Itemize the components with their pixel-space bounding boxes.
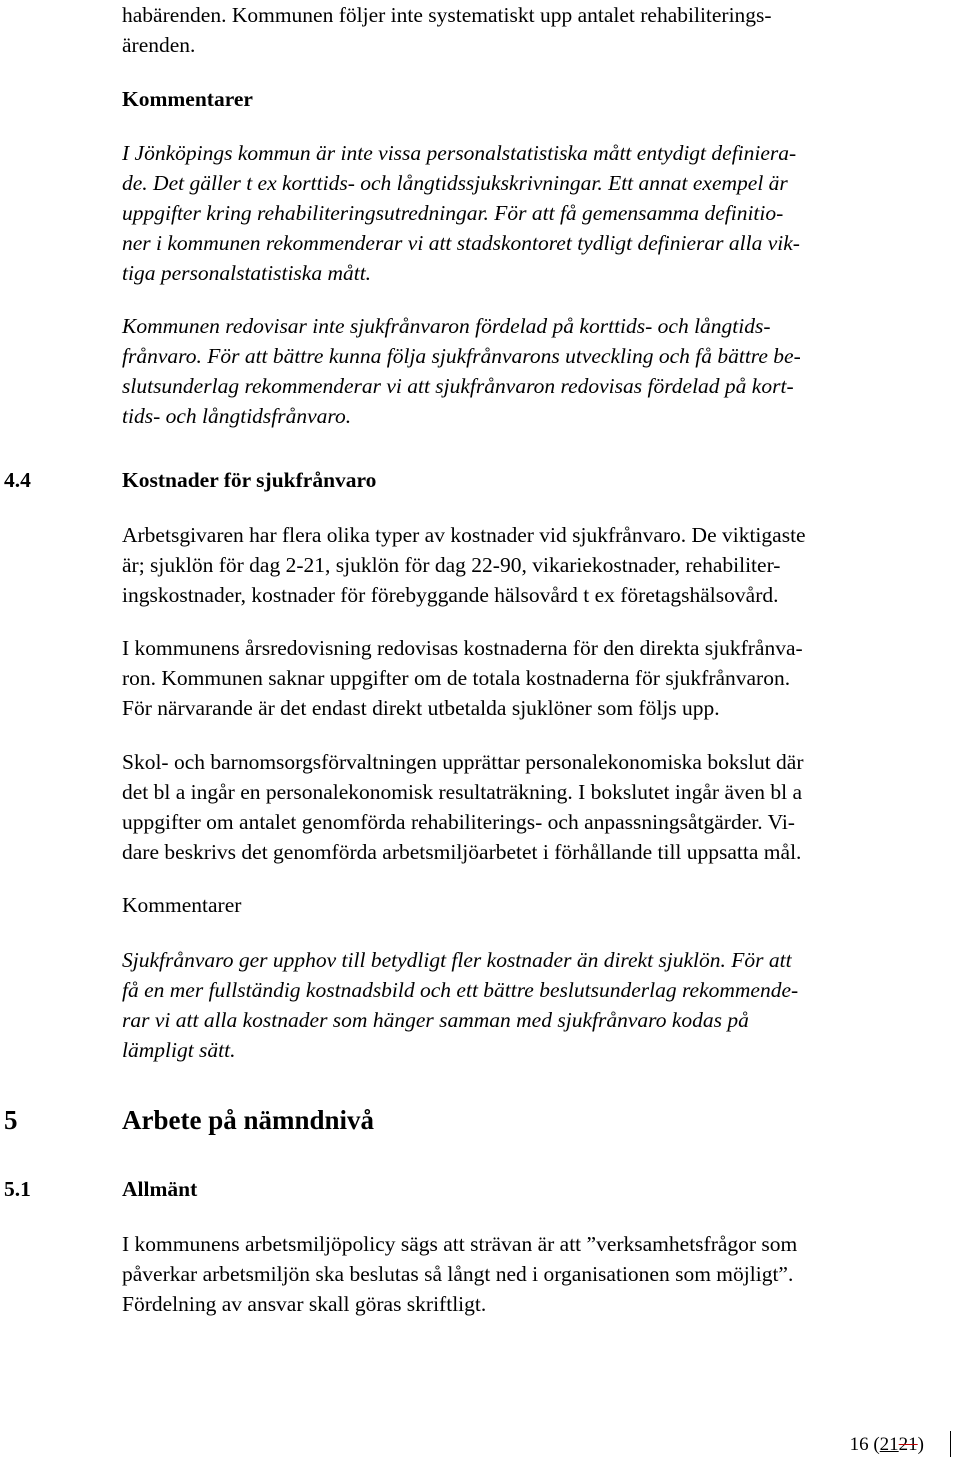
total-pages-deleted: 21	[898, 1434, 918, 1455]
section-heading: Kostnader för sjukfrånvaro	[122, 468, 377, 492]
section-number: 5.1	[4, 1177, 31, 1201]
text-line: lämpligt sätt.	[122, 1038, 236, 1062]
text-line: det bl a ingår en personalekonomisk resultaträkning. I bokslutet ingår även bl a	[122, 780, 803, 804]
text-line: Skol- och barnomsorgsförvaltningen upprättar personalekonomiska bokslut där	[122, 750, 804, 774]
text-line: påverkar arbetsmiljön ska beslutas så långt ned i organisationen som möjligt”.	[122, 1262, 794, 1286]
body-paragraph	[122, 1229, 937, 1319]
comment-paragraph	[122, 945, 937, 1065]
section-number: 4.4	[4, 468, 31, 492]
text-line: Sjukfrånvaro ger upphov till betydligt fler kostnader än direkt sjuklön. För att	[122, 948, 792, 972]
body-paragraph	[122, 633, 937, 723]
open-paren: (	[873, 1434, 880, 1455]
chapter-heading: Arbete på nämndnivå	[122, 1105, 375, 1135]
text-line: ingskostnader, kostnader för förebyggande hälsovård t ex företagshälsovård.	[122, 583, 779, 607]
text-line: ner i kommunen rekommenderar vi att stadskontoret tydligt definierar alla vik-	[122, 231, 800, 255]
text-line: För närvarande är det endast direkt utbetalda sjuklöner som följs upp.	[122, 696, 720, 720]
change-bar	[950, 1431, 951, 1457]
text-line: Kommunen redovisar inte sjukfrånvaron fördelad på korttids- och långtids-	[122, 314, 771, 338]
text-line: I Jönköpings kommun är inte vissa personalstatistiska mått entydigt definiera-	[122, 141, 797, 165]
text-line: få en mer fullständig kostnadsbild och ett bättre beslutsunderlag rekommende-	[122, 978, 799, 1002]
text-line: uppgifter om antalet genomförda rehabiliterings- och anpassningsåtgärder. Vi-	[122, 810, 795, 834]
comments-heading: Kommentarer	[122, 893, 242, 917]
section-heading: Allmänt	[122, 1177, 198, 1201]
comments-heading: Kommentarer	[122, 87, 253, 111]
text-line: ron. Kommunen saknar uppgifter om de totala kostnaderna för sjukfrånvaron.	[122, 666, 791, 690]
text-line: Arbetsgivaren har flera olika typer av kostnader vid sjukfrånvaro. De viktigaste	[122, 523, 806, 547]
text-line: slutsunderlag rekommenderar vi att sjukfrånvaron redovisas fördelad på kort-	[122, 374, 794, 398]
text-line: frånvaro. För att bättre kunna följa sjukfrånvarons utveckling och få bättre be-	[122, 344, 801, 368]
total-pages-inserted: 21	[879, 1434, 899, 1455]
comment-paragraph	[122, 311, 937, 431]
chapter-number: 5	[4, 1105, 18, 1135]
text-line: I kommunens årsredovisning redovisas kostnaderna för den direkta sjukfrånva-	[122, 636, 803, 660]
text-line: ärenden.	[122, 33, 196, 57]
comment-paragraph	[122, 138, 937, 288]
text-line: de. Det gäller t ex korttids- och långtidssjukskrivningar. Ett annat exempel är	[122, 171, 788, 195]
text-line: tids- och långtidsfrånvaro.	[122, 404, 352, 428]
text-line: dare beskrivs det genomförda arbetsmiljöarbetet i förhållande till uppsatta mål.	[122, 840, 802, 864]
close-paren: )	[917, 1434, 924, 1455]
text-line: är; sjuklön för dag 2-21, sjuklön för dag 22-90, vikariekostnader, rehabiliter-	[122, 553, 781, 577]
text-line: uppgifter kring rehabiliteringsutredningar. För att få gemensamma definitio-	[122, 201, 784, 225]
intro-paragraph	[122, 0, 937, 60]
page-number: 16	[849, 1434, 869, 1455]
page-footer	[850, 1432, 924, 1458]
text-line: habärenden. Kommunen följer inte systematiskt upp antalet rehabiliterings-	[122, 3, 772, 27]
text-line: I kommunens arbetsmiljöpolicy sägs att strävan är att ”verksamhetsfrågor som	[122, 1232, 798, 1256]
text-line: rar vi att alla kostnader som hänger samman med sjukfrånvaro kodas på	[122, 1008, 749, 1032]
body-paragraph	[122, 747, 937, 867]
text-line: tiga personalstatistiska mått.	[122, 261, 372, 285]
body-paragraph	[122, 520, 937, 610]
text-line: Fördelning av ansvar skall göras skriftligt.	[122, 1292, 487, 1316]
